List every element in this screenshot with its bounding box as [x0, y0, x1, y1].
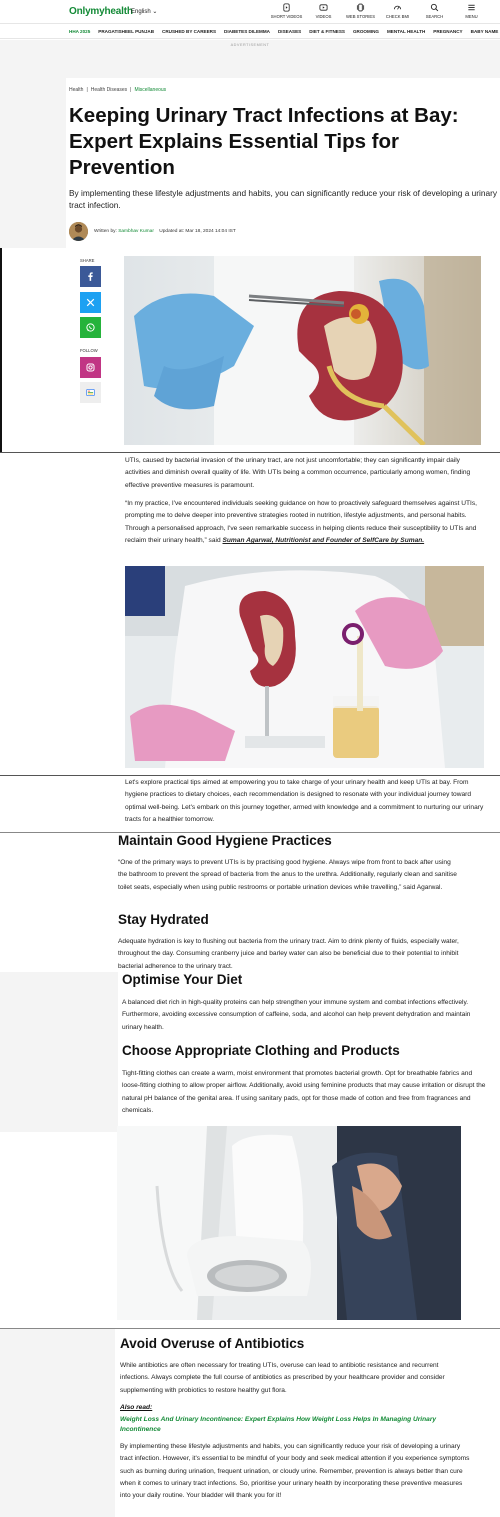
follow-label: FOLLOW [80, 348, 98, 353]
nav-item-crushed-by-careers[interactable]: CRUSHED BY CAREERS [162, 29, 217, 34]
heading-antibiotics: Avoid Overuse of Antibiotics [120, 1336, 305, 1351]
videos-icon [319, 3, 328, 12]
language-label: English [131, 9, 151, 15]
facebook-icon [85, 271, 96, 282]
menu-button[interactable] [453, 3, 490, 19]
updated-date: Updated at: Mar 18, 2024 14:04 IST [159, 229, 236, 234]
paragraph-hydrated: Adequate hydration is key to flushing out bacteria from the urinary tract. Aim to drink plenty of fluids, especially water, throughout the day. Consuming cranberry juice and barley water can also be beneficial due to their potential to inhibit bacterial adherence to the urinary tract. [118, 938, 459, 970]
language-selector[interactable] [131, 8, 157, 15]
short-videos-button[interactable] [268, 3, 305, 19]
page-edge-mark [0, 248, 2, 452]
nav-item-diet-fitness[interactable]: DIET & FITNESS [309, 29, 345, 34]
hero-image-kidney-model [124, 256, 481, 445]
short-videos-icon [282, 3, 291, 12]
article-title: Keeping Urinary Tract Infections at Bay: Expert Explains Essential Tips for Prevention [69, 104, 459, 179]
instagram-icon [85, 362, 96, 373]
menu-label: MENU [465, 14, 478, 19]
image-toilet-discomfort [117, 1126, 461, 1320]
nav-item-diabetes-dilemma[interactable]: DIABETES DILEMMA [224, 29, 270, 34]
article-subtitle: By implementing these lifestyle adjustments and habits, you can significantly reduce your risk of developing a urinary tract infection. [69, 188, 497, 210]
breadcrumb-item-health-diseases[interactable]: Health Diseases [90, 87, 128, 93]
paragraph-clothing: Tight-fitting clothes can create a warm, moist environment that promotes bacterial growth. Opt for breathable fabrics and loose-fitting clothing to allow proper airflow. Additionally, avoid using feminine products that may cause irritation or disrupt the natural pH balance of the genital area. If using sanitary pads, opt for those made of cotton and free from fragrances and chemicals. [122, 1070, 486, 1114]
videos-button[interactable] [305, 3, 342, 19]
image-kidney-urine-sample [125, 566, 484, 768]
left-gutter [0, 972, 118, 1132]
expert-quote-text: “In my practice, I've encountered individuals seeking guidance on how to proactively safeguard themselves against UTIs, prompting me to delve deeper into preventive strategies rooted in nutrition, lifestyle adjustments, and personal habits. Through a personalised approach, I've seen remarkable success in helping clients reduce their susceptibility to UTIs and reclaim their urinary health,” said [125, 500, 478, 544]
google-news-icon [85, 387, 96, 398]
whatsapp-share-button[interactable] [80, 317, 101, 338]
search-button[interactable] [416, 3, 453, 19]
instagram-follow-button[interactable] [80, 357, 101, 378]
ad-label: ADVERTISEMENT [230, 43, 270, 47]
byline [94, 229, 236, 234]
left-gutter [0, 1329, 115, 1517]
x-icon [85, 297, 96, 308]
breadcrumb-separator: | [130, 87, 132, 93]
also-read-label: Also read: [120, 1404, 153, 1411]
nav-item-hha-2025[interactable]: HHA 2025 [69, 29, 91, 34]
expert-name: Suman Agarwal, Nutritionist and Founder of SelfCare by Suman. [222, 536, 425, 544]
paragraph-diet: A balanced diet rich in high-quality proteins can help strengthen your immune system and combat infections effectively. Furthermore, avoiding excessive consumption of caffeine, soda, and alcohol can help prevent dehydration and maintain urinary health. [122, 999, 471, 1031]
breadcrumb-item-health[interactable]: Health [69, 87, 84, 93]
breadcrumb-item-miscellaneous[interactable]: Miscellaneous [134, 87, 167, 93]
paragraph-expert-quote [125, 498, 487, 547]
breadcrumb [69, 87, 166, 93]
section-divider [0, 452, 500, 453]
nav-item-baby-name[interactable]: BABY NAME [470, 29, 499, 34]
nav-item-mental-health[interactable]: MENTAL HEALTH [386, 29, 426, 34]
web-stories-label: WEB STORIES [345, 14, 375, 19]
videos-label: VIDEOS [315, 14, 332, 19]
author-avatar[interactable] [69, 222, 88, 241]
site-logo[interactable]: Onlymyhealth [69, 6, 133, 17]
heading-clothing: Choose Appropriate Clothing and Products [122, 1043, 400, 1058]
check-bmi-label: CHECK BMI [385, 14, 410, 19]
menu-icon [467, 3, 476, 12]
short-videos-label: SHORT VIDEOS [270, 14, 303, 19]
header-actions [268, 3, 490, 19]
paragraph-intro: UTIs, caused by bacterial invasion of the urinary tract, are not just uncomfortable; they can significantly impair daily activities and diminish overall quality of life. With UTIs being a common occurrence, particularly among women, finding effective preventive measures is paramount. [125, 457, 471, 489]
web-stories-button[interactable] [342, 3, 379, 19]
heading-diet: Optimise Your Diet [122, 972, 243, 987]
section-divider [0, 775, 500, 776]
search-icon [430, 3, 439, 12]
paragraph-hygiene: “One of the primary ways to prevent UTIs is by practising good hygiene. Always wipe from front to back after using the bathroom to prevent the spread of bacteria from the anus to the urethra. Additionally, regularly clean and sanitise toilet seats, especially when using public restrooms or portable urination devices while travelling,” said Agarwal. [118, 859, 457, 891]
written-by-label: Written by: [94, 229, 117, 234]
web-stories-icon [356, 3, 365, 12]
category-nav [0, 25, 500, 39]
share-label: SHARE [80, 258, 95, 263]
nav-item-pragatisheel-punjab[interactable]: PRAGATISHEEL PUNJAB [98, 29, 155, 34]
search-label: SEARCH [425, 14, 444, 19]
chevron-down-icon: ⌄ [152, 9, 158, 15]
paragraph-antibiotics: While antibiotics are often necessary for treating UTIs, overuse can lead to antibiotic resistance and recurrent infections. Always complete the full course of antibiotics as prescribed by your healthcare provider and consider supplementing with probiotics to restore healthy gut flora. [120, 1362, 445, 1394]
paragraph-practical-tips: Let's explore practical tips aimed at empowering you to take charge of your urinary health and keep UTIs at bay. From hygiene practices to dietary choices, each recommendation is designed to resonate with your individual journey toward optimal well-being. Let's embark on this journey together, armed with knowledge and a commitment to nurturing our urinary tracts for a healthier tomorrow. [125, 779, 484, 823]
paragraph-conclusion: By implementing these lifestyle adjustments and habits, you can significantly reduce your risk of developing a urinary tract infection. However, it's essential to be mindful of your body and seek medical attention if you experience symptoms such as burning during urination, frequent urination, or cloudy urine. Remember, prevention is always better than cure when it comes to urinary tract infections. So, prioritise your urinary health by incorporating these preventive measures into your daily routine. Your bladder will thank you for it! [120, 1443, 470, 1500]
author-link[interactable]: Sambhav Kumar [118, 229, 154, 234]
top-header [0, 0, 500, 24]
heading-hygiene: Maintain Good Hygiene Practices [118, 833, 332, 848]
breadcrumb-separator: | [86, 87, 88, 93]
left-gutter [0, 78, 66, 248]
facebook-share-button[interactable] [80, 266, 101, 287]
x-share-button[interactable] [80, 292, 101, 313]
heading-hydrated: Stay Hydrated [118, 912, 209, 927]
google-news-follow-button[interactable] [80, 382, 101, 403]
whatsapp-icon [85, 322, 96, 333]
nav-item-diseases[interactable]: DISEASES [277, 29, 302, 34]
check-bmi-icon [393, 3, 402, 12]
nav-item-grooming[interactable]: GROOMING [352, 29, 379, 34]
also-read-link[interactable]: Weight Loss And Urinary Incontinence: Expert Explains How Weight Loss Helps In Managing Urinary Incontinence [120, 1416, 437, 1433]
check-bmi-button[interactable] [379, 3, 416, 19]
nav-item-pregnancy[interactable]: PREGNANCY [433, 29, 463, 34]
